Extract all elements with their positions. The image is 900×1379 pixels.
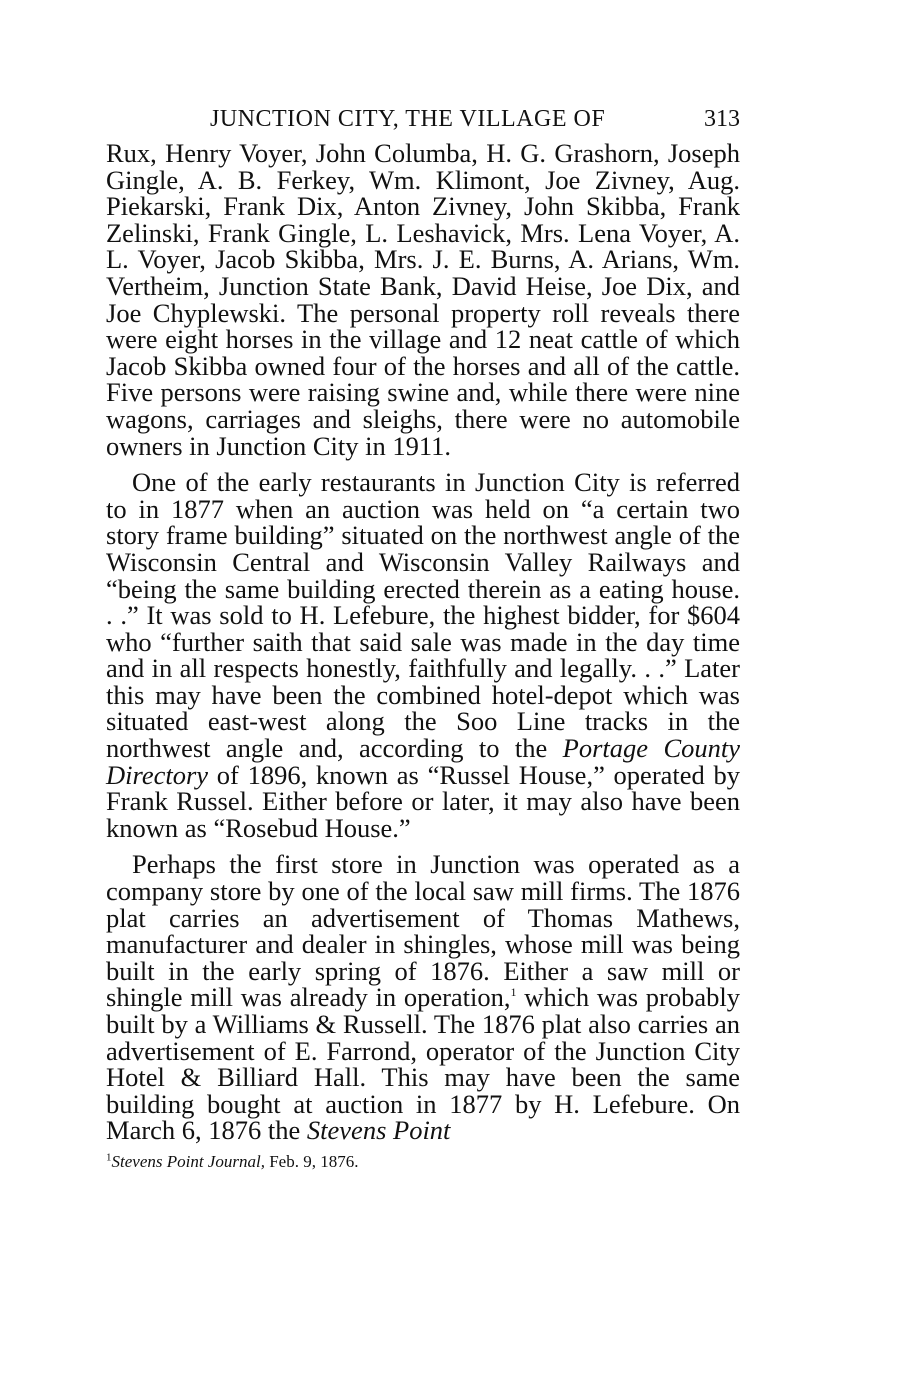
page-number: 313 [704, 106, 740, 132]
paragraph-text: One of the early restaurants in Junction City is referred to in 1877 when an auction was held on “a certain two story frame building” situated on the northwest angle of the Wisconsin Central and Wisconsin Valley Railways and “being the same building erected therein as a eating house. . .” It was sold to H. Lefebure, the highest bidder, for $604 who “further saith that said sale was made in the day time and in all respects honestly, faithfully and legally. . .” Later this may have been the combined hotel-depot which was situated east-west along the Soo Line tracks in the northwest angle and, according to the [106, 467, 740, 764]
paragraph-text: Rux, Henry Voyer, John Columba, H. G. Grashorn, Joseph Gingle, A. B. Ferkey, Wm. Klimont, Joe Zivney, Aug. Piekarski, Frank Dix, Anton Zivney, John Skibba, Frank Zelinski, Frank Gingle, L. Leshavick, Mrs. Lena Voyer, A. L. Voyer, Jacob Skibba, Mrs. J. E. Burns, A. Arians, Wm. Vertheim, Junction State Bank, David Heise, Joe Dix, and Joe Chyplewski. The personal property roll reveals there were eight horses in the village and 12 neat cattle of which Jacob Skibba owned four of the horses and all of the cattle. Five persons were raising swine and, while there were nine wagons, carriages and sleighs, there were no automobile owners in Junction City in 1911. [106, 138, 740, 461]
paragraph-continued [106, 140, 740, 459]
paragraph-first-store [106, 851, 740, 1144]
paragraph-restaurants [106, 469, 740, 841]
footnote-marker: 1 [106, 1151, 112, 1164]
body-text [106, 140, 740, 1144]
paragraph-text: Perhaps the first store in Junction was operated as a company store by one of the local saw mill firms. The 1876 plat carries an advertisement of Thomas Mathews, manufacturer and dealer in shingles, whose mill was being built in the early spring of 1876. Either a saw mill or shingle mill was already in operation, [106, 849, 740, 1013]
italic-title: Stevens Point [306, 1115, 451, 1146]
footnote [106, 1152, 740, 1172]
footnote-source: Stevens Point Journal, [111, 1151, 265, 1171]
footnote-date: Feb. 9, 1876. [264, 1151, 359, 1171]
paragraph-text: which was probably built by a Williams & Russell. The 1876 plat also carries an advertisement of E. Farrond, operator of the Junction City Hotel & Billiard Hall. This may have been the same building bought at auction in 1877 by H. Lefebure. On March 6, 1876 the [106, 982, 740, 1146]
italic-title: Portage County Directory [106, 733, 740, 790]
book-page [106, 96, 740, 1172]
running-title: JUNCTION CITY, THE VILLAGE OF [210, 106, 606, 132]
running-header [106, 96, 740, 140]
footnote-reference: 1 [510, 985, 517, 1000]
paragraph-text: of 1896, known as “Russel House,” operated by Frank Russel. Either before or later, it may also have been known as “Rosebud House.” [106, 759, 740, 843]
